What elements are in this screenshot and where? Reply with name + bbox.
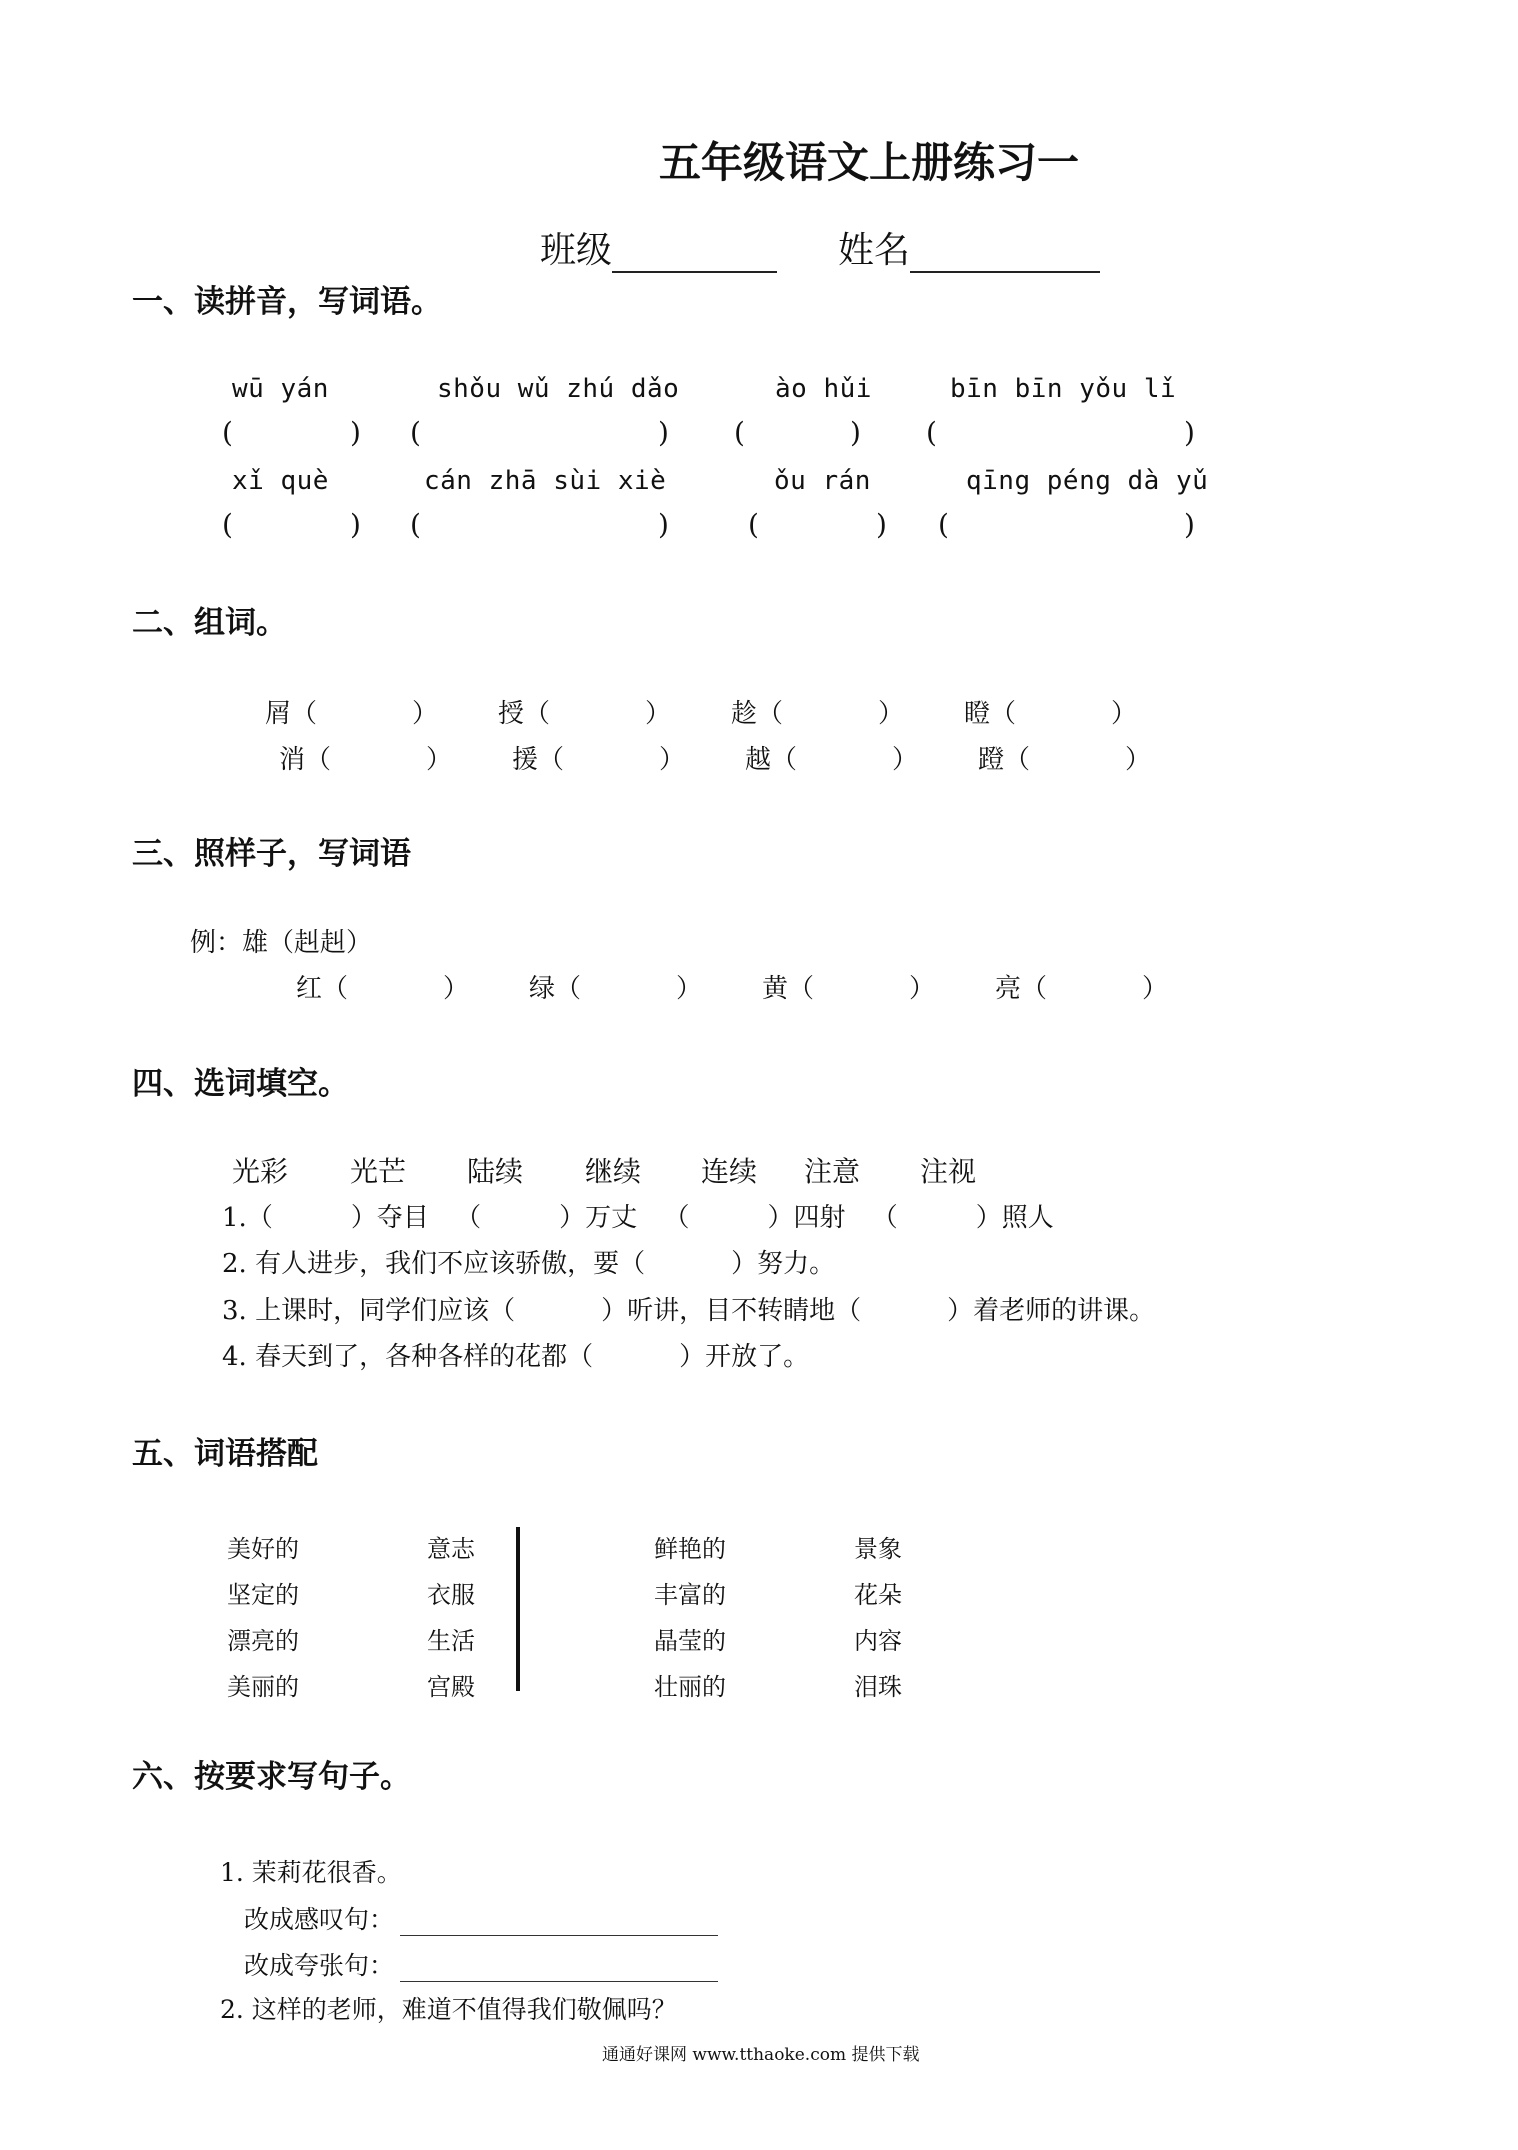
phrase: 四射 (793, 1203, 846, 1233)
match-word[interactable]: 花朵 (854, 1581, 902, 1609)
answer-paren[interactable]: ( (222, 508, 233, 541)
char-item: 红 (296, 974, 323, 1004)
word-option: 光芒 (350, 1155, 407, 1188)
sentence-2: 2. 这样的老师，难道不值得我们敬佩吗？ (220, 1995, 677, 2024)
class-field[interactable] (540, 222, 777, 273)
section-3-heading: 三、照样子，写词语 (132, 836, 411, 872)
example-text: 例：雄（赳赳） (190, 928, 373, 958)
footer-credit: 通通好课网 www.tthaoke.com 提供下载 (602, 2045, 920, 2065)
name-blank[interactable] (910, 237, 1100, 273)
char-item: 屑 (265, 699, 292, 729)
answer-paren[interactable]: ( (938, 508, 949, 541)
text: 开放了。 (705, 1342, 810, 1372)
text: 努力。 (757, 1249, 836, 1279)
pinyin-8: qīng péng dà yǔ (966, 466, 1209, 496)
question-4: 4. 春天到了，各种各样的花都（ ）开放了。 (222, 1342, 810, 1372)
phrase: 夺目 (376, 1203, 429, 1233)
char-item: 蹬 (978, 745, 1005, 775)
question-number: 1. (222, 1203, 247, 1233)
match-word[interactable]: 生活 (427, 1627, 475, 1655)
char-item: 亮 (995, 974, 1022, 1004)
char-item: 黄 (762, 974, 789, 1004)
match-word[interactable]: 宫殿 (427, 1673, 475, 1701)
pinyin-7: ǒu rán (774, 466, 871, 496)
match-word[interactable]: 鲜艳的 (654, 1535, 726, 1563)
word-option: 陆续 (467, 1155, 524, 1188)
answer-paren: ) (876, 508, 887, 541)
char-item: 授 (498, 699, 525, 729)
word-option: 光彩 (232, 1155, 289, 1188)
char-item: 援 (512, 745, 539, 775)
section-2-heading: 二、组词。 (132, 605, 287, 641)
match-word[interactable]: 美好的 (227, 1535, 299, 1563)
char-item: 趁 (731, 699, 758, 729)
question-1: 1.（ ）夺目 （ ）万丈 （ ）四射 （ ）照人 (222, 1203, 1054, 1233)
name-label: 姓名 (838, 230, 911, 271)
question-3: 3. 上课时，同学们应该（ ）听讲，目不转睛地（ ）着老师的讲课。 (222, 1296, 1156, 1326)
pinyin-6: cán zhā sùi xiè (424, 466, 667, 496)
answer-paren[interactable]: ( (222, 416, 233, 449)
word-option: 连续 (701, 1155, 758, 1188)
char-item: 瞪 (964, 699, 991, 729)
phrase: 照人 (1001, 1203, 1054, 1233)
pinyin-5: xǐ què (232, 466, 329, 496)
answer-paren[interactable]: ( (926, 416, 937, 449)
answer-paren: ) (350, 508, 361, 541)
answer-paren[interactable]: ( (410, 508, 421, 541)
answer-paren: ) (1184, 508, 1195, 541)
match-word[interactable]: 景象 (854, 1535, 902, 1563)
question-2: 2. 有人进步，我们不应该骄傲，要（ ）努力。 (222, 1249, 836, 1279)
answer-paren: ) (350, 416, 361, 449)
rewrite-exaggeration (244, 1946, 718, 1982)
pinyin-1: wū yán (232, 374, 329, 404)
pinyin-3: ào hǔi (775, 374, 872, 404)
instruction-label: 改成感叹句： (244, 1905, 395, 1934)
section-5-heading: 五、词语搭配 (132, 1436, 318, 1472)
answer-paren[interactable]: ( (748, 508, 759, 541)
word-option: 注意 (804, 1155, 861, 1188)
answer-paren[interactable]: ( (410, 416, 421, 449)
match-word[interactable]: 坚定的 (227, 1581, 299, 1609)
match-word[interactable]: 晶莹的 (654, 1627, 726, 1655)
match-word[interactable]: 内容 (854, 1627, 902, 1655)
sentence-1: 1. 茉莉花很香。 (220, 1858, 402, 1887)
name-field[interactable] (838, 222, 1100, 273)
class-label: 班级 (540, 230, 613, 271)
phrase: 万丈 (585, 1203, 638, 1233)
column-divider (516, 1527, 520, 1691)
answer-paren[interactable]: ( (734, 416, 745, 449)
page-title: 五年级语文上册练习一 (658, 138, 1079, 187)
text: 2. 有人进步，我们不应该骄傲，要 (222, 1249, 620, 1279)
pinyin-2: shǒu wǔ zhú dǎo (437, 374, 680, 404)
rewrite-exclamation (244, 1900, 718, 1936)
answer-paren: ) (658, 508, 669, 541)
text: 听讲，目不转睛地 (627, 1296, 836, 1326)
match-word[interactable]: 意志 (427, 1535, 475, 1563)
section-1-heading: 一、读拼音，写词语。 (132, 284, 442, 320)
answer-line[interactable] (400, 1909, 718, 1936)
class-blank[interactable] (612, 237, 777, 273)
word-option: 注视 (920, 1155, 977, 1188)
text: 着老师的讲课。 (973, 1296, 1156, 1326)
match-word[interactable]: 衣服 (427, 1581, 475, 1609)
answer-paren: ) (1184, 416, 1195, 449)
instruction-label: 改成夸张句： (244, 1951, 395, 1980)
match-word[interactable]: 美丽的 (227, 1673, 299, 1701)
char-item: 越 (745, 745, 772, 775)
section-4-heading: 四、选词填空。 (132, 1066, 349, 1102)
answer-paren: ) (850, 416, 861, 449)
pinyin-4: bīn bīn yǒu lǐ (950, 374, 1177, 404)
text: 4. 春天到了，各种各样的花都 (222, 1342, 568, 1372)
match-word[interactable]: 泪珠 (854, 1673, 902, 1701)
char-item: 消 (279, 745, 306, 775)
answer-paren: ) (658, 416, 669, 449)
match-word[interactable]: 丰富的 (654, 1581, 726, 1609)
text: 3. 上课时，同学们应该 (222, 1296, 490, 1326)
char-item: 绿 (529, 974, 556, 1004)
match-word[interactable]: 漂亮的 (227, 1627, 299, 1655)
word-option: 继续 (585, 1155, 642, 1188)
match-word[interactable]: 壮丽的 (654, 1673, 726, 1701)
answer-line[interactable] (400, 1955, 718, 1982)
section-6-heading: 六、按要求写句子。 (132, 1759, 411, 1795)
